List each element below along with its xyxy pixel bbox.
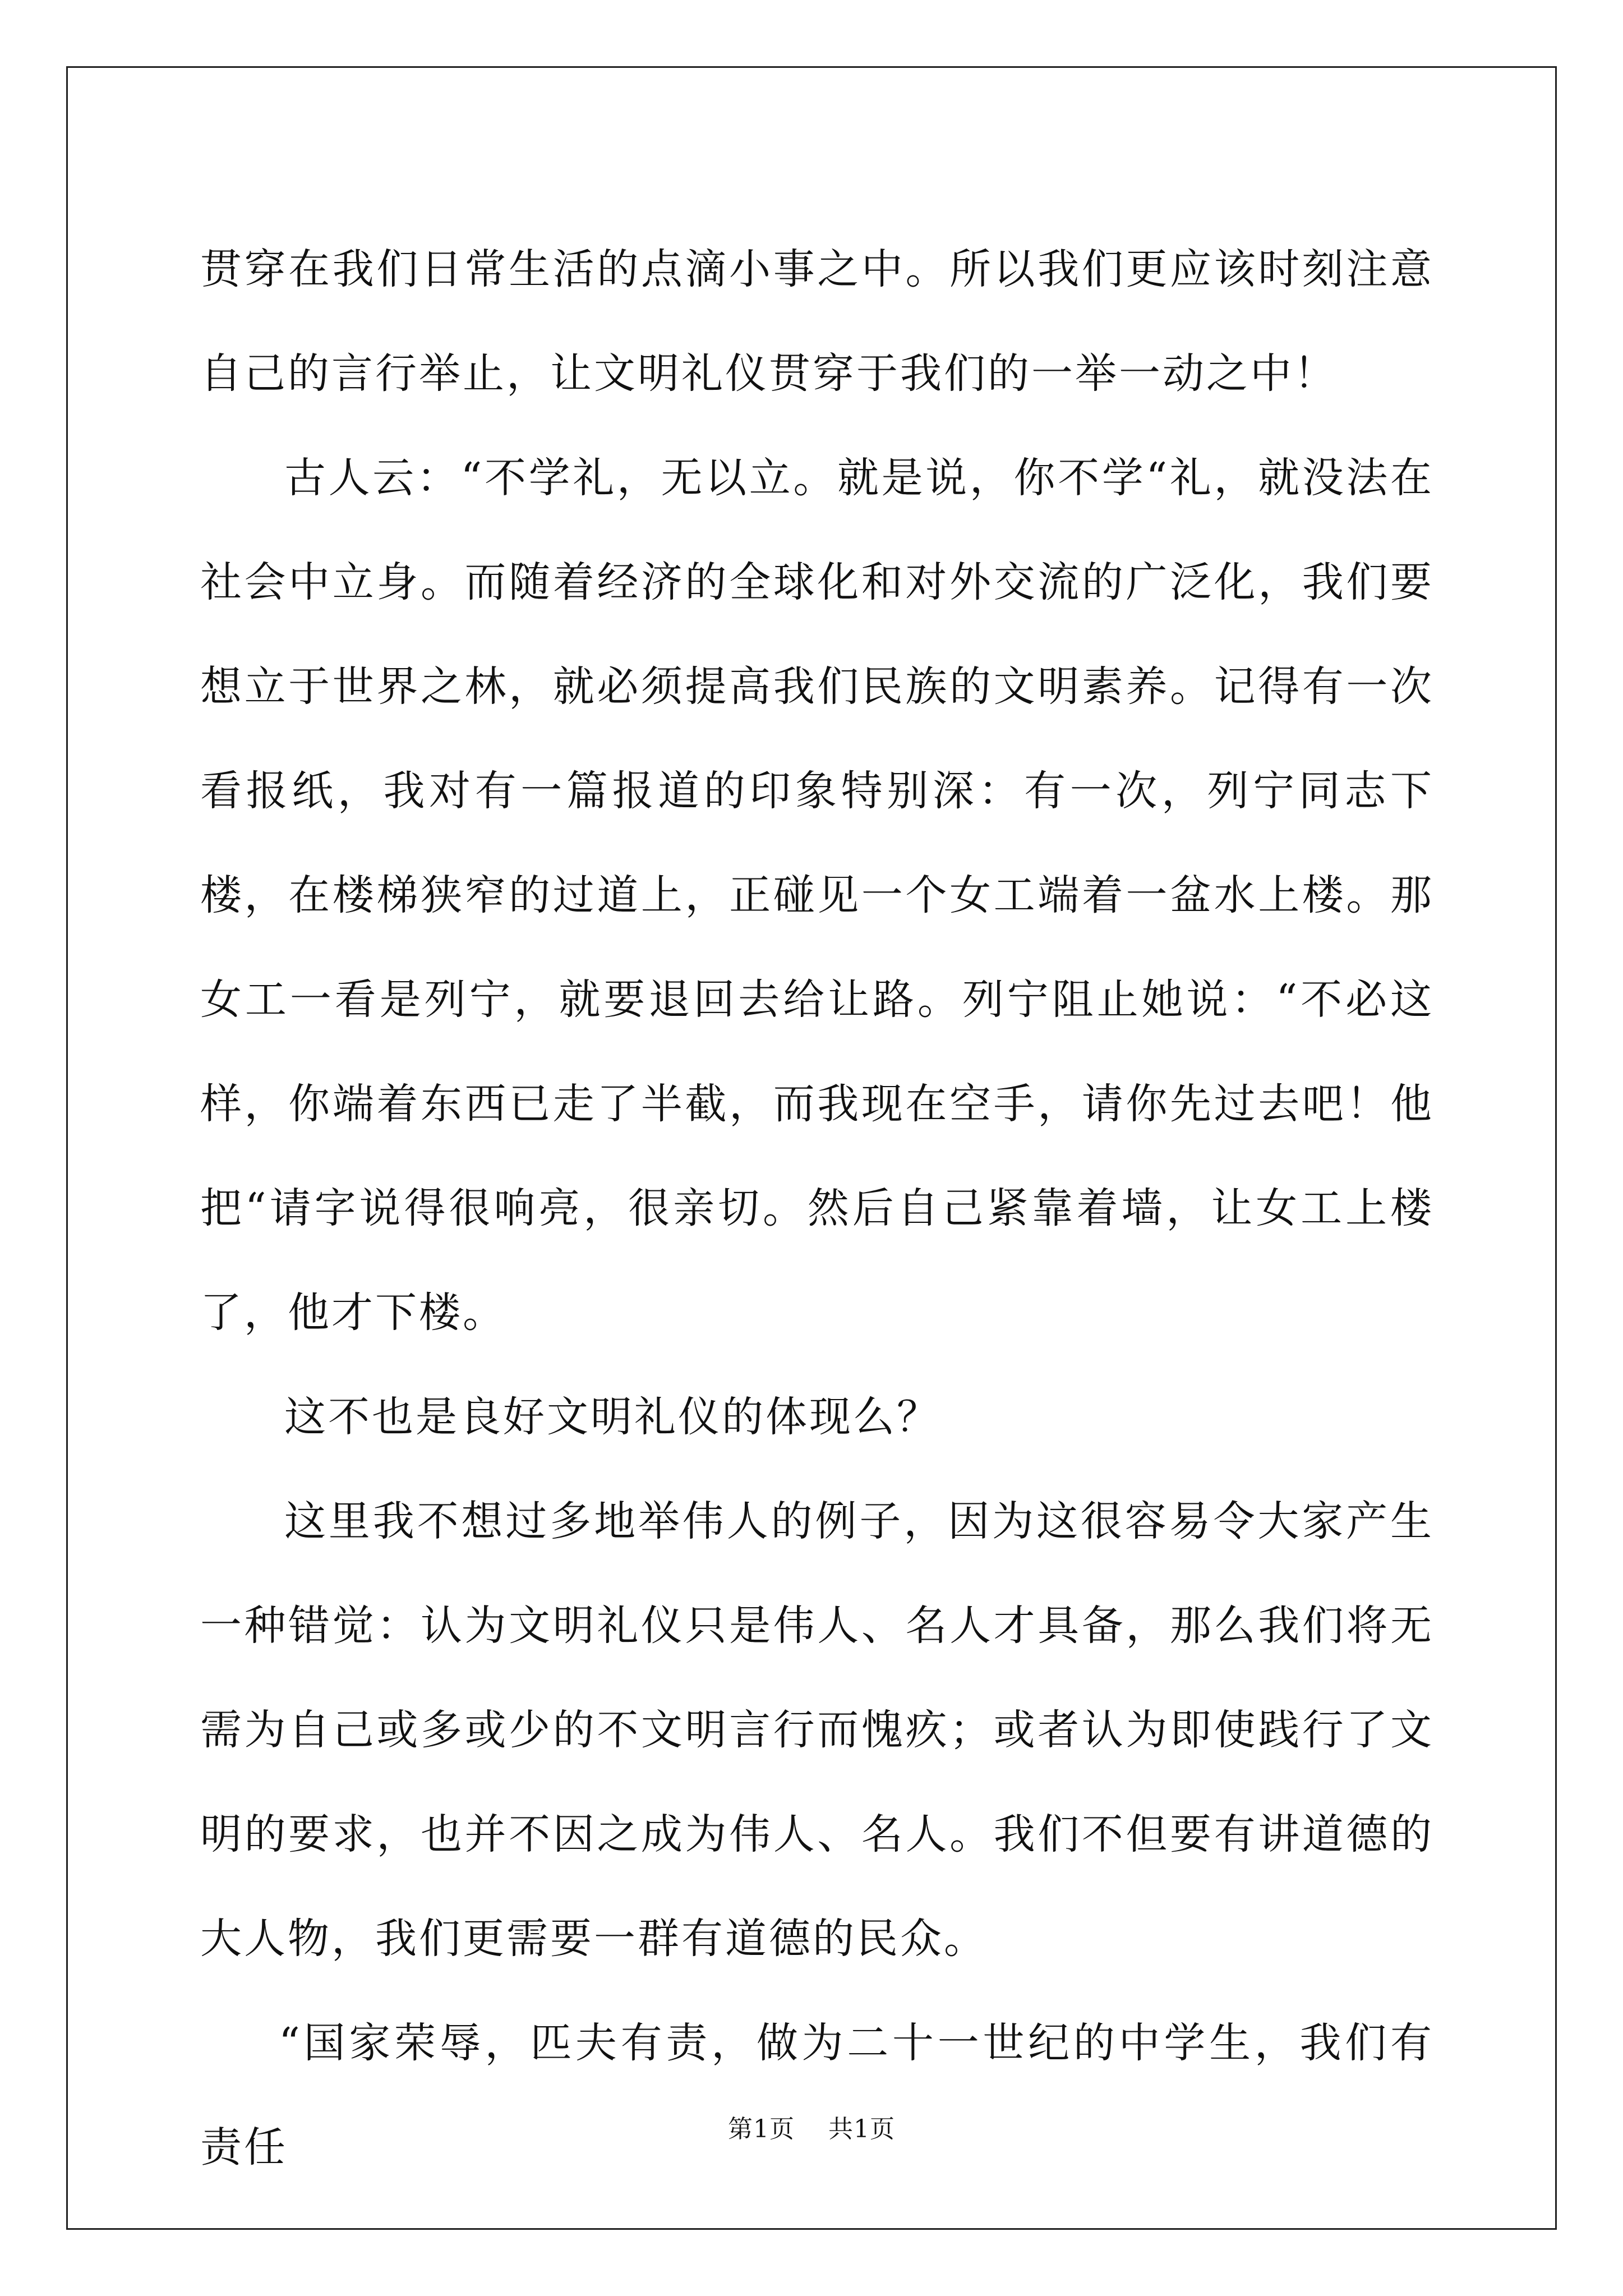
page-number: 第1页 [728,2115,795,2143]
paragraph-1: 贯穿在我们日常生活的点滴小事之中。所以我们更应该时刻注意自己的言行举止，让文明礼仪贯穿于我们的一举一动之中！ [200,245,1434,398]
page-footer [0,2113,1623,2146]
paragraph-5: “国家荣辱，匹夫有责，做为二十一世纪的中学生，我们有责任 [200,2019,1434,2171]
paragraph-3: 这不也是良好文明礼仪的体现么？ [284,1393,940,1441]
paragraph-2: 古人云：“不学礼，无以立。就是说，你不学“礼，就没法在社会中立身。而随着经济的全球化和对外交流的广泛化，我们要想立于世界之林，就必须提高我们民族的文明素养。记得有一次看报纸，我对有一篇报道的印象特别深：有一次，列宁同志下楼，在楼梯狭窄的过道上，正碰见一个女工端着一盆水上楼。那女工一看是列宁，就要退回去给让路。列宁阻止她说：“不必这样，你端着东西已走了半截，而我现在空手，请你先过去吧！他把“请字说得很响亮，很亲切。然后自己紧靠着墙，让女工上楼了，他才下楼。 [200,454,1434,1337]
paragraph-4: 这里我不想过多地举伟人的例子，因为这很容易令大家产生一种错觉：认为文明礼仪只是伟人、名人才具备，那么我们将无需为自己或多或少的不文明言行而愧疚；或者认为即使践行了文明的要求，也并不因之成为伟人、名人。我们不但要有讲道德的大人物，我们更需要一群有道德的民众。 [200,1497,1434,1963]
page-total: 共1页 [828,2115,895,2143]
document-body [200,217,1434,2200]
